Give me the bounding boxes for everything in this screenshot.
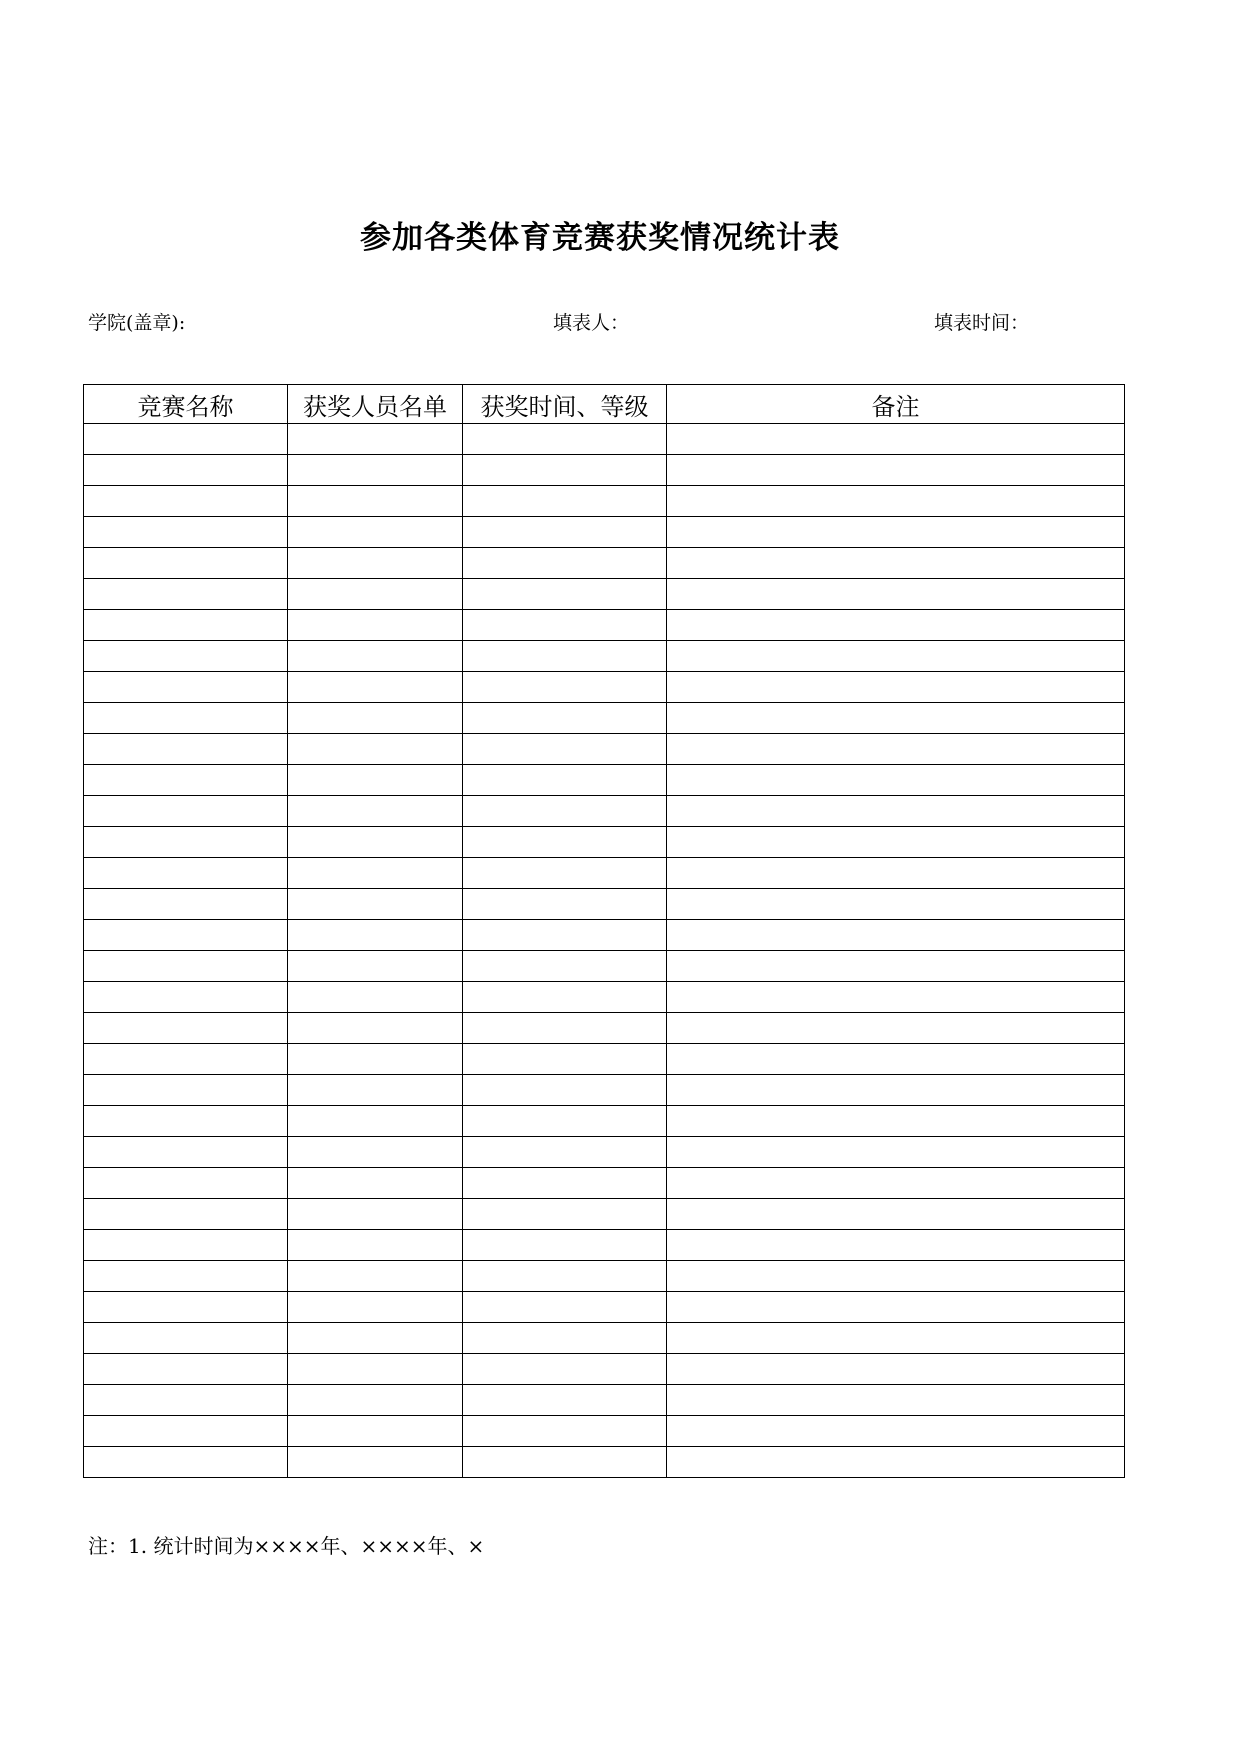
cell-remarks[interactable]: [667, 641, 1125, 672]
table-row: [84, 1137, 1125, 1168]
cell-remarks[interactable]: [667, 1106, 1125, 1137]
cell-award-winners[interactable]: [288, 1385, 463, 1416]
cell-remarks[interactable]: [667, 548, 1125, 579]
cell-remarks[interactable]: [667, 1385, 1125, 1416]
cell-award-time-level[interactable]: [463, 486, 667, 517]
cell-award-time-level[interactable]: [463, 827, 667, 858]
cell-award-time-level[interactable]: [463, 455, 667, 486]
cell-award-winners[interactable]: [288, 734, 463, 765]
cell-award-time-level[interactable]: [463, 424, 667, 455]
cell-award-time-level[interactable]: [463, 1354, 667, 1385]
cell-competition-name[interactable]: [84, 1385, 288, 1416]
cell-award-winners[interactable]: [288, 827, 463, 858]
cell-award-time-level[interactable]: [463, 703, 667, 734]
college-seal-label: 学院(盖章):: [88, 312, 186, 334]
table-row: [84, 1199, 1125, 1230]
table-row: [84, 1044, 1125, 1075]
cell-award-winners[interactable]: [288, 1075, 463, 1106]
cell-competition-name[interactable]: [84, 641, 288, 672]
table-row: [84, 486, 1125, 517]
table-body: [84, 424, 1125, 1478]
cell-competition-name[interactable]: [84, 982, 288, 1013]
table-row: [84, 1230, 1125, 1261]
cell-award-time-level[interactable]: [463, 1137, 667, 1168]
table-row: [84, 1261, 1125, 1292]
cell-competition-name[interactable]: [84, 1044, 288, 1075]
cell-competition-name[interactable]: [84, 455, 288, 486]
cell-competition-name[interactable]: [84, 951, 288, 982]
header-remarks: 备注: [667, 385, 1125, 424]
cell-competition-name[interactable]: [84, 610, 288, 641]
cell-award-winners[interactable]: [288, 1416, 463, 1447]
cell-award-winners[interactable]: [288, 796, 463, 827]
cell-award-time-level[interactable]: [463, 579, 667, 610]
cell-competition-name[interactable]: [84, 579, 288, 610]
cell-remarks[interactable]: [667, 1323, 1125, 1354]
cell-award-time-level[interactable]: [463, 1075, 667, 1106]
cell-award-time-level[interactable]: [463, 920, 667, 951]
table-row: [84, 1292, 1125, 1323]
cell-award-time-level[interactable]: [463, 1323, 667, 1354]
cell-competition-name[interactable]: [84, 1168, 288, 1199]
cell-remarks[interactable]: [667, 672, 1125, 703]
cell-award-time-level[interactable]: [463, 951, 667, 982]
cell-award-winners[interactable]: [288, 517, 463, 548]
cell-remarks[interactable]: [667, 610, 1125, 641]
cell-award-time-level[interactable]: [463, 1447, 667, 1478]
cell-award-winners[interactable]: [288, 424, 463, 455]
cell-remarks[interactable]: [667, 858, 1125, 889]
table-row: [84, 517, 1125, 548]
header-competition-name: 竞赛名称: [84, 385, 288, 424]
cell-award-winners[interactable]: [288, 641, 463, 672]
cell-remarks[interactable]: [667, 1292, 1125, 1323]
table-row: [84, 951, 1125, 982]
table-row: [84, 1168, 1125, 1199]
table-row: [84, 1416, 1125, 1447]
cell-remarks[interactable]: [667, 920, 1125, 951]
cell-award-winners[interactable]: [288, 455, 463, 486]
table-row: [84, 796, 1125, 827]
cell-competition-name[interactable]: [84, 858, 288, 889]
cell-award-time-level[interactable]: [463, 1044, 667, 1075]
cell-award-winners[interactable]: [288, 703, 463, 734]
cell-competition-name[interactable]: [84, 889, 288, 920]
cell-award-time-level[interactable]: [463, 1230, 667, 1261]
table-row: [84, 827, 1125, 858]
table-row: [84, 455, 1125, 486]
cell-competition-name[interactable]: [84, 517, 288, 548]
table-row: [84, 641, 1125, 672]
cell-award-time-level[interactable]: [463, 1416, 667, 1447]
cell-remarks[interactable]: [667, 982, 1125, 1013]
cell-award-winners[interactable]: [288, 982, 463, 1013]
cell-award-time-level[interactable]: [463, 1013, 667, 1044]
footnote: 注：1. 统计时间为××××年、××××年、×: [88, 1534, 485, 1558]
cell-remarks[interactable]: [667, 486, 1125, 517]
cell-award-winners[interactable]: [288, 1323, 463, 1354]
table-row: [84, 1447, 1125, 1478]
cell-remarks[interactable]: [667, 1013, 1125, 1044]
cell-competition-name[interactable]: [84, 1447, 288, 1478]
cell-award-winners[interactable]: [288, 486, 463, 517]
cell-competition-name[interactable]: [84, 1013, 288, 1044]
header-award-time-level: 获奖时间、等级: [463, 385, 667, 424]
cell-award-time-level[interactable]: [463, 796, 667, 827]
cell-award-time-level[interactable]: [463, 734, 667, 765]
cell-award-time-level[interactable]: [463, 610, 667, 641]
cell-award-time-level[interactable]: [463, 765, 667, 796]
cell-award-winners[interactable]: [288, 1292, 463, 1323]
cell-competition-name[interactable]: [84, 1416, 288, 1447]
table-row: [84, 889, 1125, 920]
table-row: [84, 1354, 1125, 1385]
cell-competition-name[interactable]: [84, 548, 288, 579]
cell-competition-name[interactable]: [84, 765, 288, 796]
table-row: [84, 579, 1125, 610]
cell-award-winners[interactable]: [288, 920, 463, 951]
cell-competition-name[interactable]: [84, 734, 288, 765]
cell-remarks[interactable]: [667, 734, 1125, 765]
cell-award-winners[interactable]: [288, 579, 463, 610]
cell-award-time-level[interactable]: [463, 1106, 667, 1137]
cell-remarks[interactable]: [667, 1044, 1125, 1075]
cell-award-winners[interactable]: [288, 1106, 463, 1137]
cell-competition-name[interactable]: [84, 1137, 288, 1168]
cell-award-winners[interactable]: [288, 610, 463, 641]
cell-competition-name[interactable]: [84, 1075, 288, 1106]
cell-award-winners[interactable]: [288, 765, 463, 796]
table-row: [84, 672, 1125, 703]
cell-award-winners[interactable]: [288, 1354, 463, 1385]
cell-remarks[interactable]: [667, 703, 1125, 734]
table-row: [84, 765, 1125, 796]
cell-remarks[interactable]: [667, 796, 1125, 827]
cell-award-time-level[interactable]: [463, 1261, 667, 1292]
cell-award-winners[interactable]: [288, 672, 463, 703]
cell-competition-name[interactable]: [84, 827, 288, 858]
cell-competition-name[interactable]: [84, 1199, 288, 1230]
cell-award-time-level[interactable]: [463, 889, 667, 920]
table-row: [84, 858, 1125, 889]
cell-award-time-level[interactable]: [463, 1292, 667, 1323]
cell-remarks[interactable]: [667, 1199, 1125, 1230]
cell-competition-name[interactable]: [84, 424, 288, 455]
table-row: [84, 424, 1125, 455]
cell-award-time-level[interactable]: [463, 982, 667, 1013]
cell-remarks[interactable]: [667, 1075, 1125, 1106]
cell-award-time-level[interactable]: [463, 1199, 667, 1230]
cell-remarks[interactable]: [667, 1354, 1125, 1385]
cell-competition-name[interactable]: [84, 1106, 288, 1137]
cell-remarks[interactable]: [667, 1168, 1125, 1199]
cell-award-winners[interactable]: [288, 1137, 463, 1168]
table-row: [84, 610, 1125, 641]
cell-competition-name[interactable]: [84, 1230, 288, 1261]
cell-award-winners[interactable]: [288, 858, 463, 889]
table-header-row: [84, 385, 1125, 424]
cell-award-time-level[interactable]: [463, 672, 667, 703]
table-row: [84, 1106, 1125, 1137]
cell-remarks[interactable]: [667, 889, 1125, 920]
header-award-winners: 获奖人员名单: [288, 385, 463, 424]
cell-remarks[interactable]: [667, 455, 1125, 486]
cell-award-winners[interactable]: [288, 1168, 463, 1199]
cell-competition-name[interactable]: [84, 1261, 288, 1292]
form-filler-label: 填表人：: [553, 312, 630, 334]
cell-award-time-level[interactable]: [463, 858, 667, 889]
cell-remarks[interactable]: [667, 517, 1125, 548]
cell-award-winners[interactable]: [288, 548, 463, 579]
cell-remarks[interactable]: [667, 1261, 1125, 1292]
table-row: [84, 1385, 1125, 1416]
table-row: [84, 703, 1125, 734]
table-row: [84, 548, 1125, 579]
page-title: 参加各类体育竞赛获奖情况统计表: [360, 220, 840, 256]
cell-award-winners[interactable]: [288, 1044, 463, 1075]
cell-award-winners[interactable]: [288, 951, 463, 982]
cell-award-winners[interactable]: [288, 889, 463, 920]
cell-competition-name[interactable]: [84, 1354, 288, 1385]
cell-award-time-level[interactable]: [463, 1168, 667, 1199]
cell-remarks[interactable]: [667, 579, 1125, 610]
cell-competition-name[interactable]: [84, 672, 288, 703]
cell-competition-name[interactable]: [84, 1323, 288, 1354]
cell-remarks[interactable]: [667, 1447, 1125, 1478]
table-row: [84, 1323, 1125, 1354]
cell-award-winners[interactable]: [288, 1013, 463, 1044]
cell-award-winners[interactable]: [288, 1447, 463, 1478]
cell-remarks[interactable]: [667, 951, 1125, 982]
fill-time-label: 填表时间：: [934, 312, 1030, 334]
cell-remarks[interactable]: [667, 424, 1125, 455]
cell-competition-name[interactable]: [84, 1292, 288, 1323]
cell-award-time-level[interactable]: [463, 641, 667, 672]
cell-award-winners[interactable]: [288, 1199, 463, 1230]
table-row: [84, 982, 1125, 1013]
cell-remarks[interactable]: [667, 1230, 1125, 1261]
cell-remarks[interactable]: [667, 765, 1125, 796]
table-row: [84, 1013, 1125, 1044]
cell-award-time-level[interactable]: [463, 517, 667, 548]
award-statistics-table: [83, 384, 1125, 1478]
cell-competition-name[interactable]: [84, 920, 288, 951]
cell-competition-name[interactable]: [84, 703, 288, 734]
cell-award-time-level[interactable]: [463, 1385, 667, 1416]
cell-award-time-level[interactable]: [463, 548, 667, 579]
cell-remarks[interactable]: [667, 827, 1125, 858]
table-row: [84, 734, 1125, 765]
cell-award-winners[interactable]: [288, 1261, 463, 1292]
cell-competition-name[interactable]: [84, 486, 288, 517]
cell-competition-name[interactable]: [84, 796, 288, 827]
cell-remarks[interactable]: [667, 1137, 1125, 1168]
table-row: [84, 1075, 1125, 1106]
cell-remarks[interactable]: [667, 1416, 1125, 1447]
table-row: [84, 920, 1125, 951]
cell-award-winners[interactable]: [288, 1230, 463, 1261]
